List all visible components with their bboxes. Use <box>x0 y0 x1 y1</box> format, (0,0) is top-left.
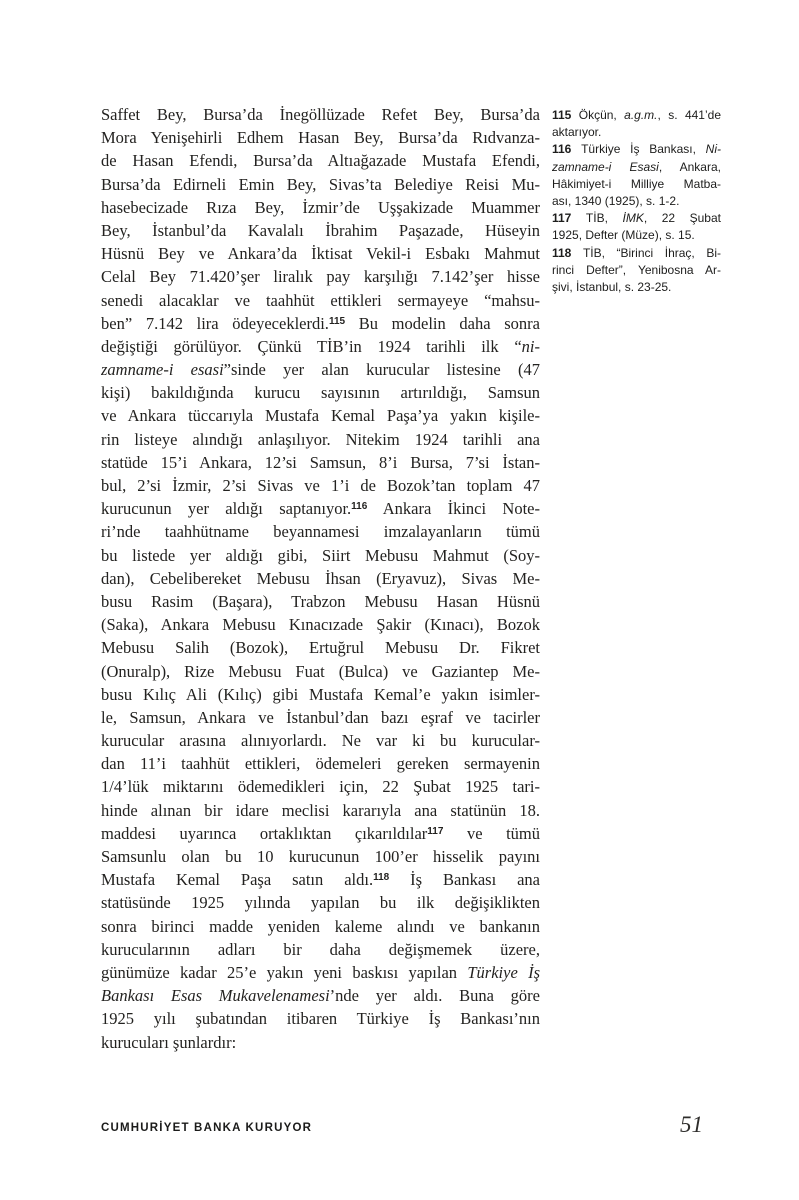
body-text-line: dan), Cebelibereket Mebusu İhsan (Eryavuz), Sivas Me- <box>101 568 540 588</box>
body-text-line: Bankası Esas Mukavelenamesi’nde yer aldı. Buna göre <box>101 986 540 1006</box>
body-text-line: rin listeye alındığı anlaşılıyor. Nitekim 1924 tarihli ana <box>101 429 540 449</box>
body-text-line: de Hasan Efendi, Bursa’da Altıağazade Mustafa Efendi, <box>101 151 540 171</box>
footnote-116 <box>552 141 721 210</box>
body-text-column <box>101 103 540 1054</box>
body-text-line: ben” 7.142 lira ödeyeceklerdi.$^{115}$ Bu modelin daha sonra <box>101 313 540 333</box>
footnote-line: 116 Türkiye İş Bankası, Ni- <box>552 142 721 157</box>
body-text-line: Bursa’da Edirneli Emin Bey, Sivas’ta Belediye Reisi Mu- <box>101 174 540 194</box>
body-text-line: 1/4’lük miktarını ödemedikleri için, 22 Şubat 1925 tari- <box>101 777 540 797</box>
body-text-line: kurucular arasına alınıyorlardı. Ne var ki bu kurucular- <box>101 731 540 751</box>
footnote-117 <box>552 210 721 244</box>
body-text-line: Hüsnü Bey ve Ankara’da İktisat Vekil-i Esbakı Mahmut <box>101 244 540 264</box>
body-text-line: kişi) bakıldığında kurucu sayısının artırıldığı, Samsun <box>101 383 540 403</box>
footnote-marker: 115 <box>328 315 346 327</box>
footnote-line: 1925, Defter (Müze), s. 15. <box>552 228 695 243</box>
body-text-line: le, Samsun, Ankara ve İstanbul’dan bazı eşraf ve tacirler <box>101 707 540 727</box>
footnote-line: şivi, İstanbul, s. 23-25. <box>552 279 672 294</box>
body-text-line: bul, 2’si İzmir, 2’si Sivas ve 1’i de Bozok’tan toplam 47 <box>101 476 540 495</box>
body-text-line: Mustafa Kemal Paşa satın aldı.$^{118}$ İş Bankası ana <box>101 870 540 890</box>
footnote-line: Hâkimiyet-i Milliye Matba- <box>552 176 721 191</box>
footnote-marker: 116 <box>351 501 368 513</box>
body-text-line: kurucularının adları bir daha değişmemek üzere, <box>101 939 540 959</box>
body-text-line: değiştiği görülüyor. Çünkü TİB’in 1924 tarihli ilk “ni- <box>101 336 540 356</box>
page-number: 51 <box>680 1112 703 1137</box>
footnote-marker: 118 <box>373 872 390 884</box>
body-text-line: statüde 15’i Ankara, 12’si Samsun, 8’i Bursa, 7’si İstan- <box>101 452 540 472</box>
footnote-line: aktarıyor. <box>552 125 602 140</box>
footnote-118 <box>552 245 721 297</box>
footnotes-column <box>552 107 721 296</box>
footnote-line: ası, 1340 (1925), s. 1-2. <box>552 193 680 208</box>
footnote-marker: 117 <box>427 825 444 837</box>
body-text-line: bu listede yer aldığı gibi, Siirt Mebusu Mahmut (Soy- <box>101 545 540 565</box>
body-text-line: sonra birinci madde yeniden kaleme alındı ve bankanın <box>101 916 540 936</box>
body-text-line: busu Kılıç Ali (Kılıç) gibi Mustafa Kemal’e yakın isimler- <box>101 684 540 704</box>
body-text-line: maddesi uyarınca ortaklıktan çıkarıldılar$^{117}$ ve tümü <box>101 823 540 843</box>
body-text-line: statüsünde 1925 yılında yapılan bu ilk değişiklikten <box>101 893 540 913</box>
body-text-line: senedi alacaklar ve taahhüt ettikleri sermayeye “mahsu- <box>101 290 540 310</box>
body-text-line: dan 11’i taahhüt ettikleri, ödemeleri gereken sermayenin <box>101 754 540 774</box>
body-text-line: ve Ankara tüccarıyla Mustafa Kemal Paşa’ya yakın kişile- <box>101 406 540 426</box>
body-text-line: 1925 yılı şubatından itibaren Türkiye İş Bankası’nın <box>101 1009 540 1029</box>
body-text-line: Mebusu Salih (Bozok), Ertuğrul Mebusu Dr. Fikret <box>101 638 540 658</box>
running-footer-title: CUMHURİYET BANKA KURUYOR <box>101 1122 313 1134</box>
body-text-line: zamname-i esasi”sinde yer alan kurucular listesine (47 <box>101 360 540 380</box>
body-text-line: günümüze kadar 25’e yakın yeni baskısı yapılan Türkiye İş <box>101 962 540 982</box>
body-text-line: Samsunlu olan bu 10 kurucunun 100’er hisselik payını <box>101 847 540 866</box>
body-text-line: kurucunun yer aldığı saptanıyor.$^{116}$ Ankara İkinci Note- <box>101 499 540 519</box>
body-text-line: kurucuları şunlardır: <box>101 1032 237 1052</box>
footnote-line: zamname-i Esasi, Ankara, <box>552 159 721 174</box>
body-text-line: (Saka), Ankara Mebusu Kınacızade Şakir (Kınacı), Bozok <box>101 615 540 635</box>
body-text-line: (Onuralp), Rize Mebusu Fuat (Bulca) ve Gaziantep Me- <box>101 661 540 681</box>
body-text-line: hasebecizade Rıza Bey, İzmir’de Uşşakizade Muammer <box>101 197 540 217</box>
body-text-line: Bey, İstanbul’da Kavalalı İbrahim Paşazade, Hüseyin <box>101 220 540 240</box>
body-text-line: busu Rasim (Başara), Trabzon Mebusu Hasan Hüsnü <box>101 591 540 611</box>
body-text-line: Mora Yenişehirli Edhem Hasan Bey, Bursa’da Rıdvanza- <box>101 128 540 148</box>
body-text-line: Saffet Bey, Bursa’da İnegöllüzade Refet Bey, Bursa’da <box>101 105 540 124</box>
footnote-line: 115 Ökçün, a.g.m., s. 441’de <box>552 108 721 122</box>
footnote-line: rinci Defter”, Yenibosna Ar- <box>552 262 721 277</box>
footnote-line: 117 TİB, İMK, 22 Şubat <box>552 211 721 226</box>
body-text-line: Celal Bey 71.420’şer liralık pay karşılığı 7.142’şer hisse <box>101 267 540 287</box>
body-text-line: ri’nde taahhütname beyannamesi imzalayanların tümü <box>101 522 540 542</box>
footnote-115 <box>552 107 721 141</box>
body-text-line: hinde alınan bir idare meclisi kararıyla ana statünün 18. <box>101 800 540 820</box>
footnote-line: 118 TİB, “Birinci İhraç, Bi- <box>552 245 721 260</box>
